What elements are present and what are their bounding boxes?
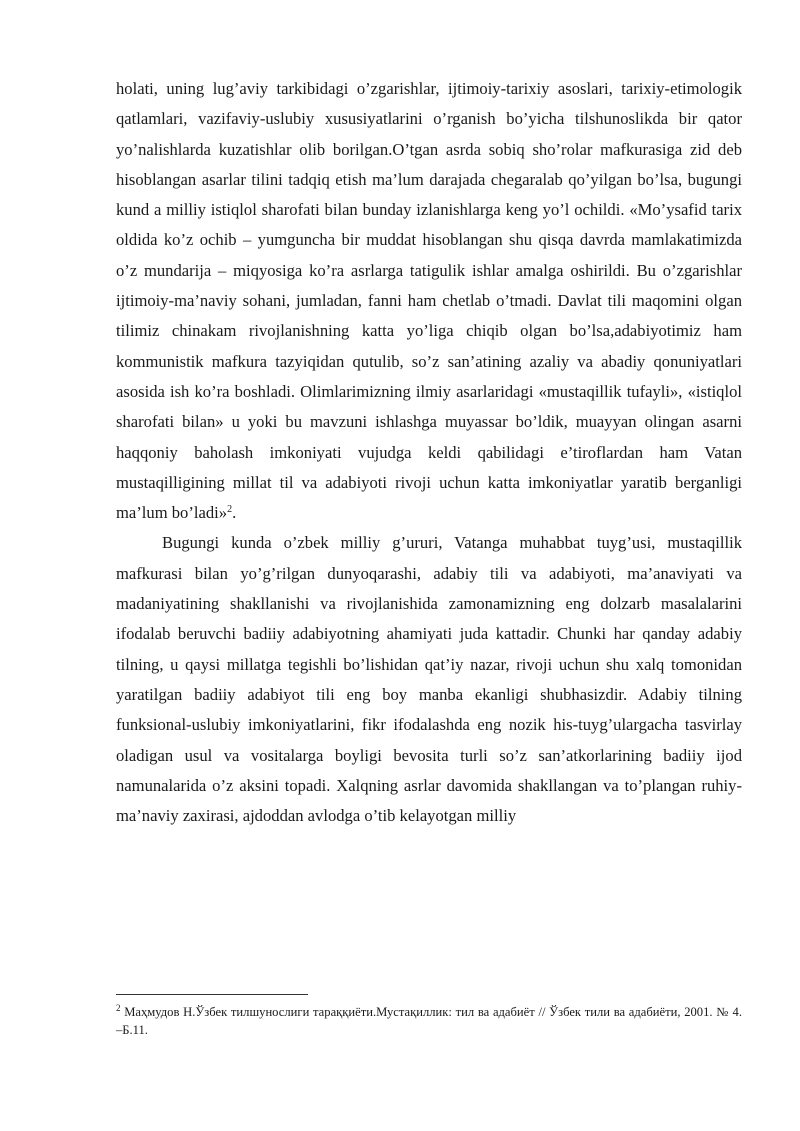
footnote-reference[interactable]: 2 — [227, 504, 233, 516]
paragraph-1-text: holati, uning lug’aviy tarkibidagi o’zgarishlar, ijtimoiy-tarixiy asoslari, tarixiy-etimologik qatlamlari, vazifaviy-uslubiy xususiyatlarini o’rganish bo’yicha tilshunoslikda bir qator yo’nalishlarda kuzatishlar olib borilgan.O’tgan asrda sobiq sho’rolar mafkurasiga zid deb hisoblangan asarlar tilini tadqiq etish ma’lum darajada chegaralab qo’yilgan bo’lsa, bugungi kund a milliy istiqlol sharofati bilan bunday izlanishlarga keng yo’l ochildi. «Mo’ysafid tarix oldida ko’z ochib – yumguncha bir muddat hisoblangan shu qisqa davrda mamlakatimizda o’z mundarija – miqyosiga ko’ra asrlarga tatigulik ishlar amalga oshirildi. Bu o’zgarishlar ijtimoiy-ma’naviy sohani, jumladan, fanni ham chetlab o’tmadi. Davlat tili maqomini olgan tilimiz chinakam rivojlanishning katta yo’liga chiqib olgan bo’lsa,adabiyotimiz ham kommunistik mafkura tazyiqidan qutulib, so’z san’atining azaliy va abadiy qonuniyatlari asosida ish ko’ra boshladi. Olimlarimizning ilmiy asarlaridagi «mustaqillik tufayli», «istiqlol sharofati bilan» u yoki bu mavzuni ishlashga muyassar bo’ldik, muayyan olingan asarni haqqoniy baholash imkoniyati vujudga keldi qabilidagi e’tiroflardan ham Vatan mustaqilligining millat til va adabiyoti rivoji uchun katta imkoniyatlar yaratib berganligi ma’lum bo’ladi» — [116, 79, 742, 523]
footnote-number: 2 — [116, 1003, 121, 1013]
footnote-divider — [116, 994, 308, 995]
page-body — [116, 74, 742, 831]
paragraph-1-end: . — [232, 503, 237, 523]
paragraph-1 — [116, 74, 742, 528]
footnote — [116, 1003, 742, 1039]
paragraph-2: Bugungi kunda o’zbek milliy g’ururi, Vatanga muhabbat tuyg’usi, mustaqillik mafkurasi bilan yo’g’rilgan dunyoqarashi, adabiy tili va adabiyoti, ma’anaviyati va madaniyatining shakllanishi va rivojlanishida zamonamizning eng dolzarb masalalarini ifodalab beruvchi badiiy adabiyotning ahamiyati juda kattadir. Chunki har qanday adabiy tilning, u qaysi millatga tegishli bo’lishidan qat’iy nazar, rivoji uchun shu xalq tomonidan yaratilgan badiiy adabiyot tili eng boy manba ekanligi shubhasizdir. Adabiy tilning funksional-uslubiy imkoniyatlarini, fikr ifodalashda eng nozik his-tuyg’ulargacha tasvirlay oladigan usul va vositalarga boyligi bevosita turli so’z san’atkorlarining badiiy ijod namunalarida o’z aksini topadi. Xalqning asrlar davomida shakllangan va to’plangan ruhiy-ma’naviy zaxirasi, ajdoddan avlodga o’tib kelayotgan milliy — [116, 533, 742, 826]
footnote-text: Маҳмудов Н.Ўзбек тилшунослиги тараққиёти.Мустақиллик: тил ва адабиёт // Ўзбек тили ва адабиёти, 2001. № 4. –Б.11. — [116, 1005, 742, 1037]
